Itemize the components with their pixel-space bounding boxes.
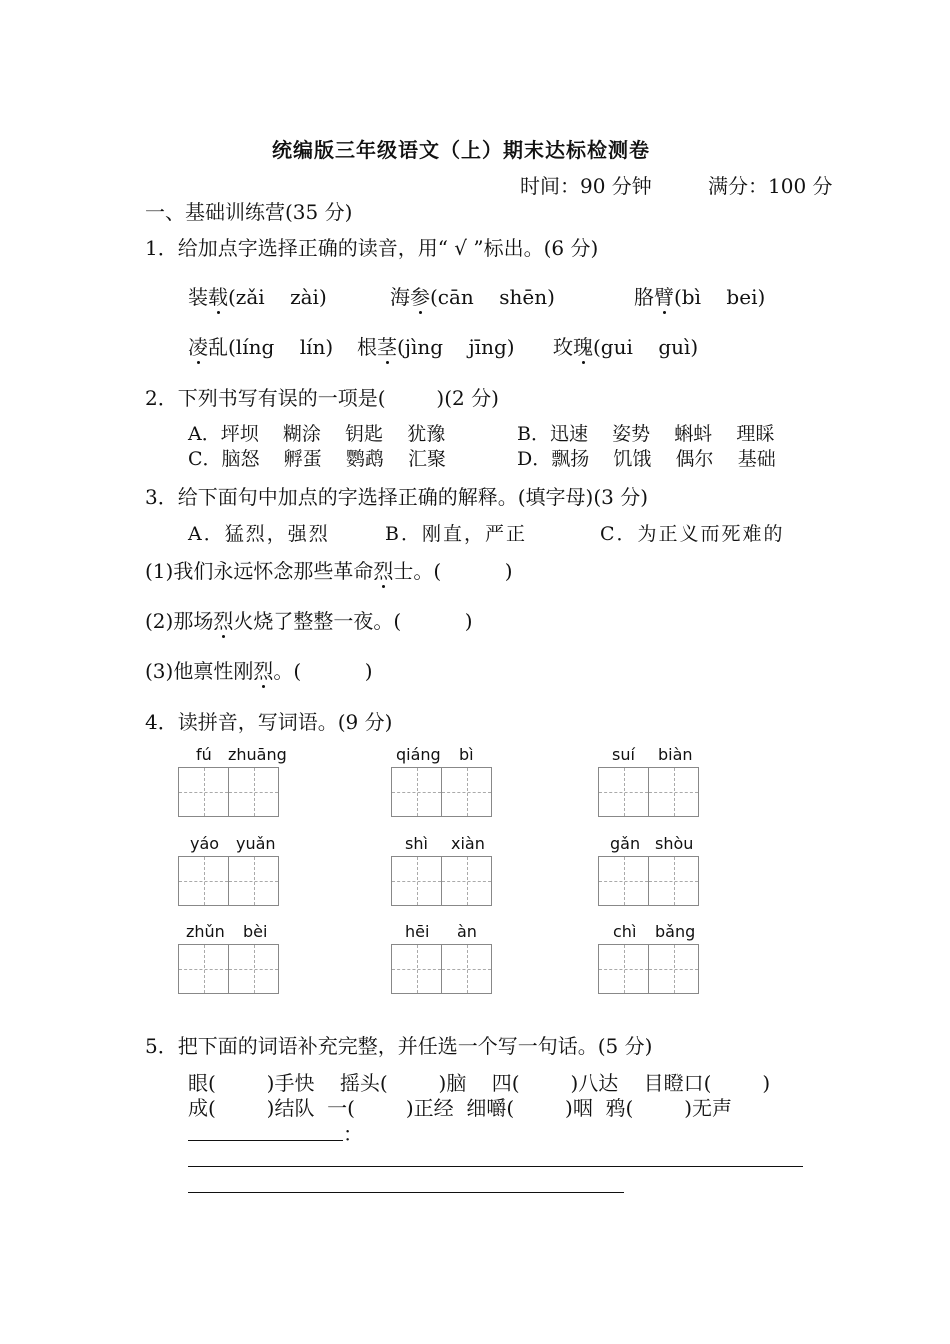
pinyin: zhuāng [228, 745, 287, 764]
pinyin: hēi [405, 922, 430, 941]
section-heading: 一、基础训练营(35 分) [145, 200, 353, 224]
pinyin: zhǔn [186, 922, 225, 941]
answer-line[interactable] [188, 1140, 343, 1141]
pinyin: bǎng [655, 922, 696, 941]
q2-option-c: C．脑怒 孵蛋 鹦鹉 汇聚 [188, 448, 447, 470]
pinyin: yuǎn [236, 834, 276, 853]
q5-prompt: 5．把下面的词语补充完整，并任选一个写一句话。(5 分) [145, 1034, 653, 1058]
q4-prompt: 4．读拼音，写词语。(9 分) [145, 710, 393, 734]
writing-grid[interactable] [178, 944, 279, 994]
q3-option-b: B．刚直，严正 [385, 523, 527, 545]
pinyin: suí [612, 745, 635, 764]
pinyin: gǎn [610, 834, 641, 853]
exam-time: 时间：90 分钟 [520, 174, 652, 198]
writing-grid[interactable] [598, 856, 699, 906]
pinyin: fú [196, 745, 212, 764]
writing-grid[interactable] [598, 944, 699, 994]
colon: ： [343, 1122, 363, 1146]
q1-prompt: 1．给加点字选择正确的读音，用“ √ ”标出。(6 分) [145, 236, 599, 260]
q3-option-c: C．为正义而死难的 [600, 523, 785, 545]
writing-grid[interactable] [391, 767, 492, 817]
page-title: 统编版三年级语文（上）期末达标检测卷 [272, 138, 650, 162]
pinyin: shì [405, 834, 428, 853]
pinyin: bèi [243, 922, 268, 941]
writing-grid[interactable] [391, 944, 492, 994]
q2-option-d: D．飘扬 饥饿 偶尔 基础 [517, 448, 776, 470]
q1-item: 海参(cān shēn) [390, 285, 555, 309]
q2-prompt: 2．下列书写有误的一项是( )(2 分) [145, 386, 499, 410]
q2-option-b: B．迅速 姿势 蝌蚪 理睬 [517, 423, 775, 445]
q5-idioms-row: 成( )结队 一( )正经 细嚼( )咽 鸦( )无声 [188, 1096, 733, 1120]
pinyin: chì [613, 922, 637, 941]
pinyin: shòu [655, 834, 694, 853]
writing-grid[interactable] [598, 767, 699, 817]
pinyin: qiáng [396, 745, 441, 764]
q3-sentence: (2)那场烈火烧了整整一夜。( ) [145, 609, 473, 633]
pinyin: bì [459, 745, 474, 764]
q5-idioms-row: 眼( )手快 摇头( )脑 四( )八达 目瞪口( ) [188, 1071, 771, 1095]
q1-item: 玫瑰(gui guì) [553, 335, 699, 359]
q2-option-a: A．坪坝 糊涂 钥匙 犹豫 [188, 423, 446, 445]
writing-grid[interactable] [178, 767, 279, 817]
pinyin: yáo [190, 834, 220, 853]
answer-line[interactable] [188, 1192, 624, 1193]
answer-line[interactable] [188, 1166, 803, 1167]
pinyin: biàn [658, 745, 693, 764]
q1-item: 根茎(jìng jīng) [357, 335, 515, 359]
q1-item: 凌乱(líng lín) [188, 335, 334, 359]
q3-prompt: 3．给下面句中加点的字选择正确的解释。(填字母)(3 分) [145, 485, 649, 509]
exam-score: 满分：100 分 [708, 174, 833, 198]
q3-sentence: (1)我们永远怀念那些革命烈士。( ) [145, 559, 513, 583]
q3-option-a: A．猛烈，强烈 [188, 523, 330, 545]
pinyin: àn [457, 922, 477, 941]
q1-item: 装载(zǎi zài) [188, 285, 327, 309]
q3-sentence: (3)他禀性刚烈。( ) [145, 659, 373, 683]
q1-item: 胳臂(bì bei) [634, 285, 766, 309]
writing-grid[interactable] [391, 856, 492, 906]
writing-grid[interactable] [178, 856, 279, 906]
pinyin: xiàn [451, 834, 485, 853]
